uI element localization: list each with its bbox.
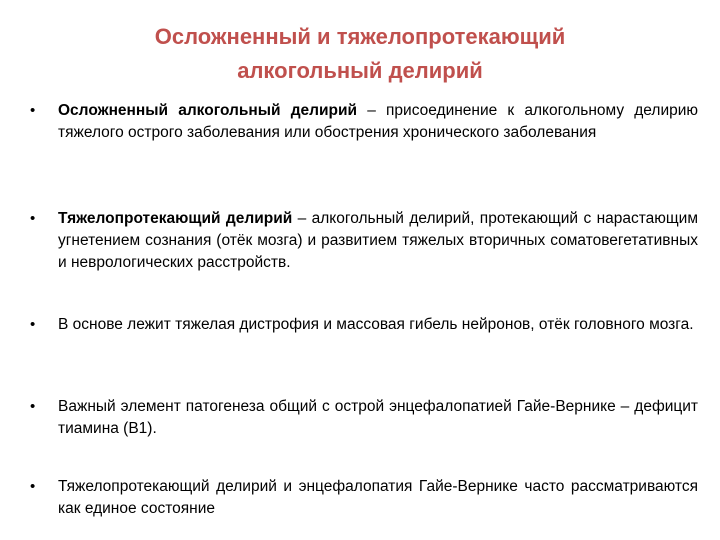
slide-title-line-2: алкогольный делирий [237,58,483,83]
bullet-item-3 [28,314,698,336]
bullet-item-4 [28,396,698,440]
bullet-item-5 [28,476,698,520]
bullet-dot-icon: • [30,398,36,415]
bullet-term: Тяжелопротекающий делирий [58,210,293,227]
bullet-text: В основе лежит тяжелая дистрофия и массовая гибель нейронов, отёк головного мозга. [58,316,694,333]
bullet-item-2 [28,208,698,274]
bullet-text: Важный элемент патогенеза общий с острой энцефалопатией Гайе-Вернике – дефицит тиамина (В1). [58,398,698,437]
slide-title [60,20,660,88]
bullet-text: – алкогольный делирий, протекающий с нарастающим угнетением сознания (отёк мозга) и развитием тяжелых вторичных соматовегетативных и неврологических расстройств. [58,210,698,271]
bullet-item-1 [28,100,698,144]
bullet-text: – присоединение к алкогольному делирию тяжелого острого заболевания или обострения хронического заболевания [58,102,699,141]
bullet-text: Тяжелопротекающий делирий и энцефалопатия Гайе-Вернике часто рассматриваются как единое состояние [58,478,698,517]
bullet-dot-icon: • [30,478,36,495]
bullet-term: Осложненный алкогольный делирий [58,102,358,119]
bullet-dot-icon: • [30,102,36,119]
slide-title-line-1: Осложненный и тяжелопротекающий [154,24,566,49]
bullet-dot-icon: • [30,210,36,227]
bullet-dot-icon: • [30,316,36,333]
